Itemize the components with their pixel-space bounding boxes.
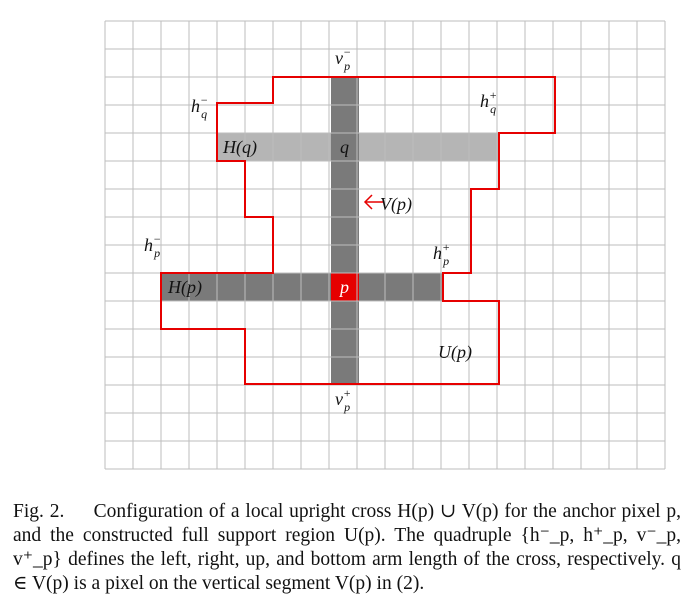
caption-text: Configuration of a local upright cross H(p) ∪ V(p) for the anchor pixel p, and the constructed full support region U(p). The quadruple {h⁻_p, h⁺_p, v⁻_p, v⁺_p} defines the left, right, up, and bottom arm length of the cross, respectively. q ∈ V(p) is a pixel on the vertical segment V(p) in (2). — [13, 501, 681, 594]
label-h-q-plus: h+ q — [480, 88, 498, 116]
caption-fig-label: Fig. 2. — [13, 501, 65, 522]
label-U-p: U(p) — [438, 342, 472, 362]
label-H-p: H(p) — [168, 277, 202, 297]
vertical-segment-vp — [331, 77, 359, 384]
horizontal-segment-hp — [161, 273, 443, 301]
figure-caption — [13, 500, 681, 596]
label-h-p-plus: h+ p — [433, 240, 451, 268]
label-q: q — [340, 137, 349, 157]
label-p: p — [340, 277, 349, 297]
label-v-plus: v+ p — [335, 386, 352, 414]
label-v-minus: v− p — [335, 45, 352, 73]
grid-lines — [105, 21, 665, 469]
label-h-q-minus: h− q — [191, 93, 209, 121]
label-h-p-minus: h− p — [144, 232, 162, 260]
label-H-q: H(q) — [223, 137, 257, 157]
label-V-p: V(p) — [380, 194, 412, 214]
